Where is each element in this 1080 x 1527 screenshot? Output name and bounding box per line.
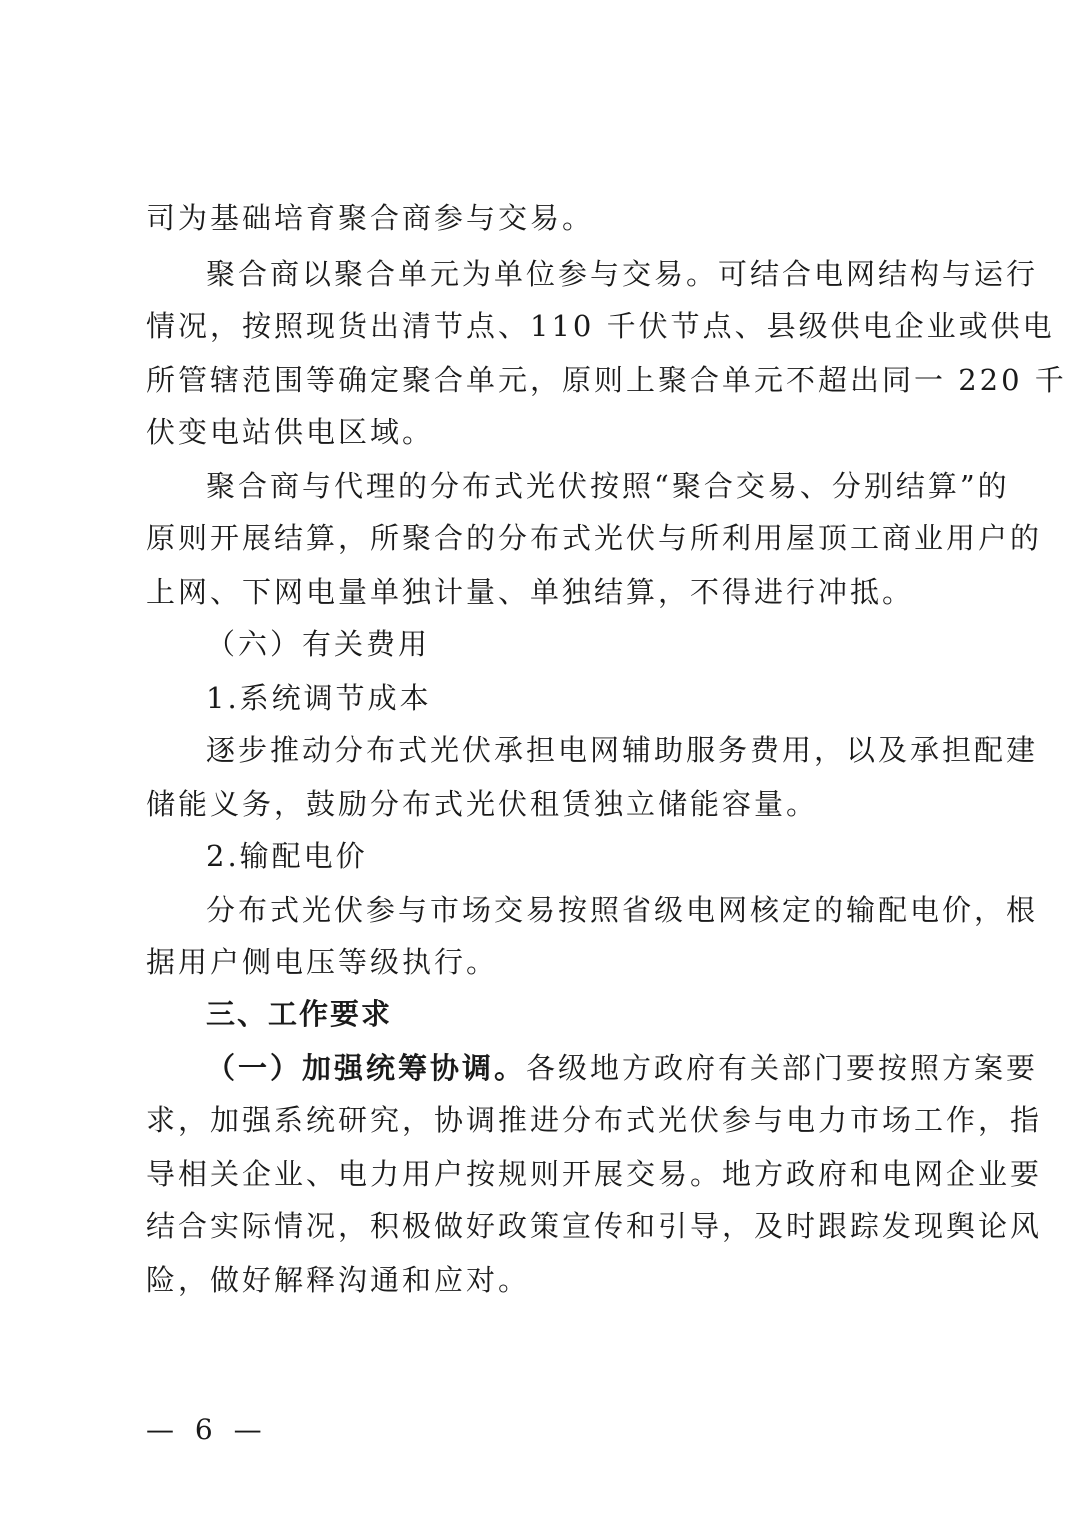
page-number: — 6 — — [146, 1413, 268, 1446]
text-line: 上网、下网电量单独计量、单独结算，不得进行冲抵。 — [146, 575, 915, 609]
text-line: 结合实际情况，积极做好政策宣传和引导，及时跟踪发现舆论风 — [146, 1209, 1043, 1243]
paragraph-transmission-price: 分布式光伏参与市场交易按照省级电网核定的输配电价，根 — [206, 893, 1039, 927]
text-line: 原则开展结算，所聚合的分布式光伏与所利用屋顶工商业用户的 — [146, 521, 1043, 555]
text-line: 求，加强系统研究，协调推进分布式光伏参与电力市场工作，指 — [146, 1103, 1043, 1137]
text-line: 司为基础培育聚合商参与交易。 — [146, 201, 595, 235]
text-line: 所管辖范围等确定聚合单元，原则上聚合单元不超出同一 220 千 — [146, 363, 1067, 397]
text-line: 情况，按照现货出清节点、110 千伏节点、县级供电企业或供电 — [146, 309, 1055, 343]
text-line: 据用户侧电压等级执行。 — [146, 945, 499, 979]
paragraph-aggregation-unit: 聚合商以聚合单元为单位参与交易。可结合电网结构与运行 — [206, 257, 1039, 291]
section-heading-fees: （六）有关费用 — [206, 627, 431, 661]
text-line: 导相关企业、电力用户按规则开展交易。地方政府和电网企业要 — [146, 1157, 1043, 1191]
text-line: 伏变电站供电区域。 — [146, 415, 435, 449]
paragraph-ancillary-services: 逐步推动分布式光伏承担电网辅助服务费用，以及承担配建 — [206, 733, 1039, 767]
subheading-transmission-price: 2.输配电价 — [206, 839, 368, 873]
item-body-coordination: 各级地方政府有关部门要按照方案要 — [526, 1051, 1039, 1085]
text-line: 险，做好解释沟通和应对。 — [146, 1263, 531, 1297]
subheading-system-regulation-cost: 1.系统调节成本 — [206, 681, 432, 715]
item-title-coordination: （一）加强统筹协调。 — [206, 1051, 527, 1085]
text-line: 储能义务，鼓励分布式光伏租赁独立储能容量。 — [146, 787, 819, 821]
paragraph-coordination — [206, 1050, 1038, 1086]
section-heading-work-requirements: 三、工作要求 — [206, 997, 393, 1031]
paragraph-settlement: 聚合商与代理的分布式光伏按照“聚合交易、分别结算”的 — [206, 469, 1010, 503]
